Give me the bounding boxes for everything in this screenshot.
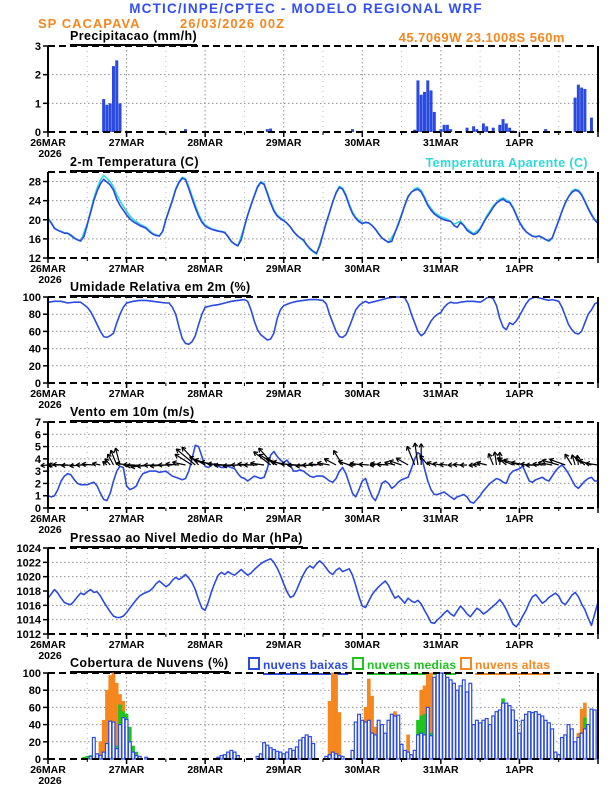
svg-text:1APR: 1APR <box>505 137 534 149</box>
svg-text:29MAR: 29MAR <box>265 263 302 275</box>
svg-text:24: 24 <box>28 195 41 208</box>
svg-text:27MAR: 27MAR <box>108 263 145 275</box>
svg-text:30MAR: 30MAR <box>344 137 381 149</box>
svg-text:1APR: 1APR <box>505 764 534 776</box>
svg-text:1APR: 1APR <box>505 639 534 651</box>
legend-nuvens-medias: nuvens medias <box>352 657 456 672</box>
svg-text:28MAR: 28MAR <box>187 263 223 275</box>
station-label: SP CACAPAVA <box>38 16 141 31</box>
svg-text:0: 0 <box>34 378 41 390</box>
svg-text:3: 3 <box>34 466 41 479</box>
svg-text:2026: 2026 <box>38 775 62 787</box>
svg-text:1016: 1016 <box>16 600 41 613</box>
svg-text:1022: 1022 <box>16 557 41 570</box>
svg-text:40: 40 <box>28 343 41 356</box>
svg-text:30MAR: 30MAR <box>344 764 381 776</box>
svg-text:31MAR: 31MAR <box>423 639 459 651</box>
svg-text:12: 12 <box>28 253 41 265</box>
svg-text:20: 20 <box>28 736 41 749</box>
svg-text:16: 16 <box>28 233 41 246</box>
svg-text:29MAR: 29MAR <box>265 764 302 776</box>
svg-text:1: 1 <box>34 490 41 503</box>
svg-text:27MAR: 27MAR <box>108 639 145 651</box>
panel-title-clouds: Cobertura de Nuvens (%) <box>70 656 229 673</box>
svg-text:26MAR: 26MAR <box>30 137 66 149</box>
svg-text:6: 6 <box>34 429 41 442</box>
svg-text:20: 20 <box>28 214 41 227</box>
svg-text:31MAR: 31MAR <box>423 388 459 400</box>
svg-text:2026: 2026 <box>38 274 62 286</box>
svg-text:2: 2 <box>34 478 41 491</box>
svg-text:60: 60 <box>28 702 41 715</box>
svg-text:1: 1 <box>34 98 41 111</box>
svg-text:1020: 1020 <box>16 571 41 584</box>
svg-text:26MAR: 26MAR <box>30 764 66 776</box>
svg-text:5: 5 <box>34 441 41 454</box>
panel-title-wind: Vento em 10m (m/s) <box>70 405 195 422</box>
svg-text:28MAR: 28MAR <box>187 388 223 400</box>
svg-text:31MAR: 31MAR <box>423 137 459 149</box>
svg-text:30MAR: 30MAR <box>344 513 381 525</box>
svg-text:1APR: 1APR <box>505 263 534 275</box>
svg-text:26MAR: 26MAR <box>30 263 66 275</box>
svg-text:1014: 1014 <box>16 614 41 627</box>
page-title: MCTIC/INPE/CPTEC - MODELO REGIONAL WRF <box>129 1 483 16</box>
svg-text:30MAR: 30MAR <box>344 388 381 400</box>
svg-text:1018: 1018 <box>16 586 41 598</box>
svg-text:7: 7 <box>34 417 41 429</box>
model-run-label: 26/03/2026 00Z <box>180 16 286 31</box>
svg-text:80: 80 <box>28 685 41 698</box>
svg-text:80: 80 <box>28 309 41 322</box>
series-nuvens-baixas <box>89 673 596 759</box>
svg-text:2026: 2026 <box>38 524 62 536</box>
series-velocidade-do-vento <box>48 445 598 503</box>
svg-text:60: 60 <box>28 326 41 339</box>
svg-text:26MAR: 26MAR <box>30 513 66 525</box>
panel-title-apparent-temperature: Temperatura Aparente (C) <box>425 156 588 170</box>
svg-text:29MAR: 29MAR <box>265 639 302 651</box>
panel-3 <box>30 417 598 536</box>
svg-text:31MAR: 31MAR <box>423 764 459 776</box>
legend-nuvens-baixas: nuvens baixas <box>248 657 348 672</box>
svg-text:28MAR: 28MAR <box>187 137 223 149</box>
panel-title-temperature: 2-m Temperatura (C) <box>70 155 199 172</box>
svg-text:1APR: 1APR <box>505 513 534 525</box>
svg-text:30MAR: 30MAR <box>344 263 381 275</box>
svg-text:29MAR: 29MAR <box>265 137 302 149</box>
panel-4 <box>17 543 598 662</box>
svg-text:29MAR: 29MAR <box>265 513 302 525</box>
svg-text:1024: 1024 <box>16 543 41 555</box>
svg-text:29MAR: 29MAR <box>265 388 302 400</box>
svg-text:28MAR: 28MAR <box>187 639 223 651</box>
panel-5 <box>23 668 598 787</box>
svg-text:0: 0 <box>34 503 41 515</box>
svg-text:3: 3 <box>34 41 41 53</box>
svg-text:4: 4 <box>34 453 41 466</box>
svg-text:0: 0 <box>34 754 41 766</box>
panel-1 <box>29 172 598 286</box>
svg-text:27MAR: 27MAR <box>108 764 145 776</box>
panel-title-pressure: Pressao ao Nivel Medio do Mar (hPa) <box>70 531 303 548</box>
legend-nuvens-altas: nuvens altas <box>460 657 550 672</box>
svg-text:100: 100 <box>22 292 41 304</box>
svg-text:1APR: 1APR <box>505 388 534 400</box>
svg-text:28MAR: 28MAR <box>187 764 223 776</box>
panel-0 <box>30 41 598 160</box>
svg-text:20: 20 <box>28 360 41 373</box>
panel-title-precipitation: Precipitacao (mm/h) <box>70 29 197 46</box>
svg-text:28: 28 <box>28 176 41 189</box>
svg-text:2026: 2026 <box>38 148 62 160</box>
svg-text:27MAR: 27MAR <box>108 137 145 149</box>
svg-text:2: 2 <box>34 69 41 82</box>
panel-title-humidity: Umidade Relativa em 2m (%) <box>70 280 251 297</box>
svg-text:30MAR: 30MAR <box>344 639 381 651</box>
svg-text:1012: 1012 <box>16 629 41 641</box>
svg-text:27MAR: 27MAR <box>108 513 145 525</box>
svg-text:100: 100 <box>22 668 41 680</box>
panel-2 <box>23 292 598 411</box>
svg-text:26MAR: 26MAR <box>30 639 66 651</box>
location-coordinates: 45.7069W 23.1008S 560m <box>398 30 565 45</box>
svg-text:2026: 2026 <box>38 650 62 662</box>
svg-text:0: 0 <box>34 127 41 139</box>
svg-text:28MAR: 28MAR <box>187 513 223 525</box>
svg-text:40: 40 <box>28 719 41 732</box>
svg-text:31MAR: 31MAR <box>423 263 459 275</box>
svg-text:2026: 2026 <box>38 399 62 411</box>
svg-text:31MAR: 31MAR <box>423 513 459 525</box>
svg-text:27MAR: 27MAR <box>108 388 145 400</box>
svg-text:26MAR: 26MAR <box>30 388 66 400</box>
